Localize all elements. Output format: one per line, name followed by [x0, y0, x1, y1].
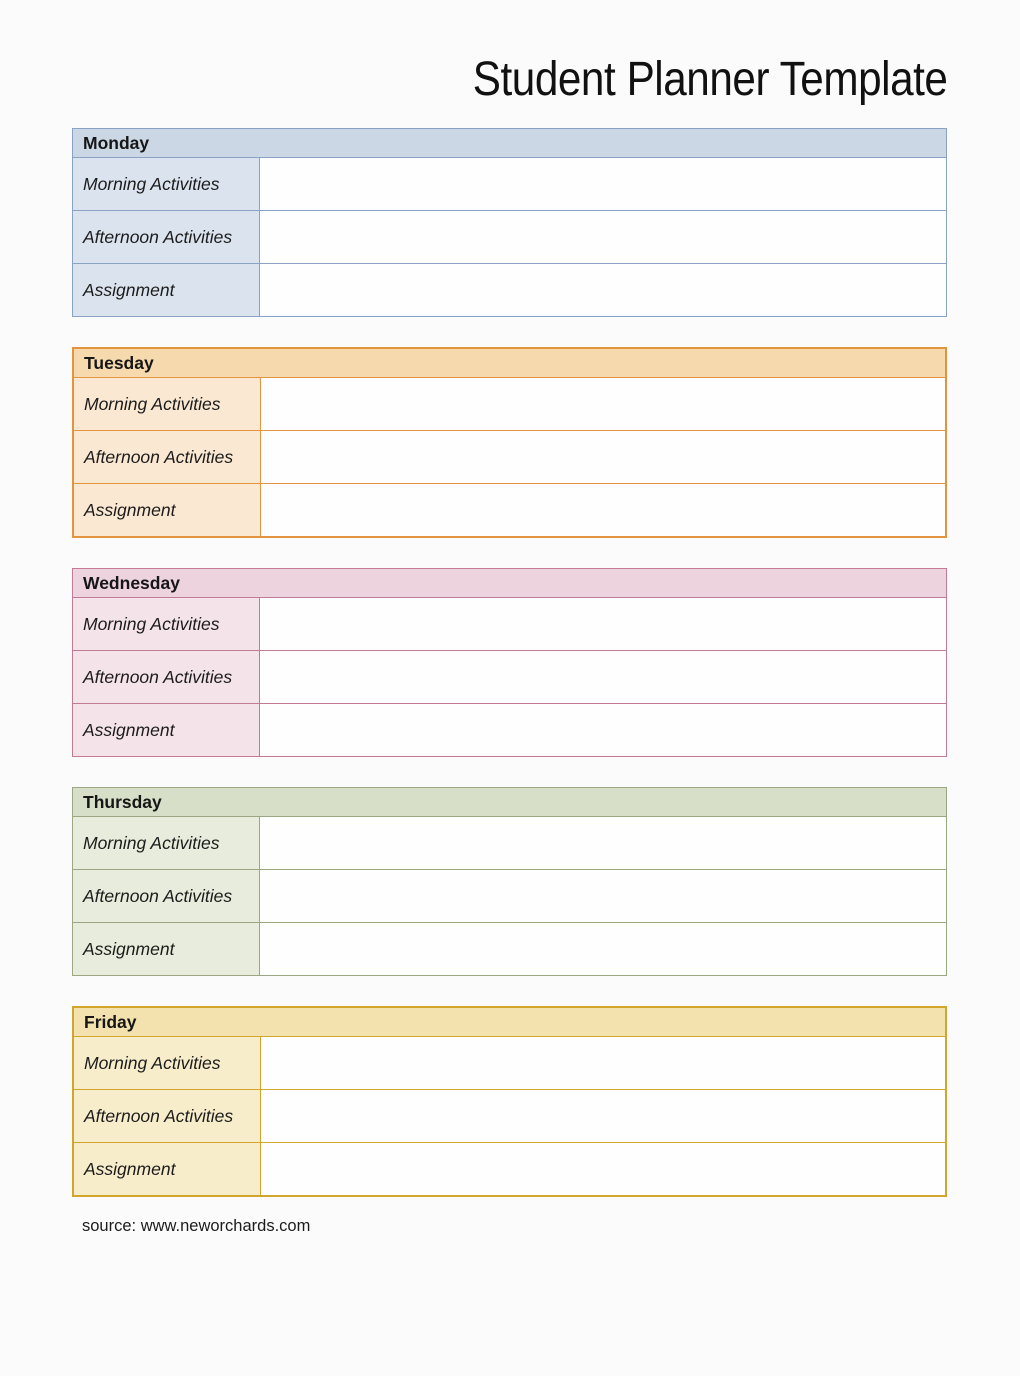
table-row: [73, 703, 946, 756]
row-label-morning-activities: Morning Activities: [73, 817, 260, 869]
planner-page: [0, 53, 1020, 1376]
table-row: [74, 483, 945, 536]
assignment-field[interactable]: [260, 923, 946, 975]
source-text: source: www.neworchards.com: [82, 1217, 311, 1235]
day-header-thursday: Thursday: [73, 788, 946, 816]
row-label-morning-activities: Morning Activities: [73, 158, 260, 210]
row-label-assignment: Assignment: [74, 484, 261, 536]
table-row: [73, 263, 946, 316]
afternoon-activities-field[interactable]: [260, 211, 946, 263]
day-header-tuesday: Tuesday: [74, 349, 945, 377]
day-header-wednesday: Wednesday: [73, 569, 946, 597]
day-section-thursday: [72, 787, 947, 976]
table-row: [74, 377, 945, 430]
row-label-assignment: Assignment: [73, 923, 260, 975]
row-label-assignment: Assignment: [74, 1143, 261, 1195]
table-row: [73, 650, 946, 703]
table-row: [74, 1089, 945, 1142]
morning-activities-field[interactable]: [260, 158, 946, 210]
day-section-monday: [72, 128, 947, 317]
assignment-field[interactable]: [260, 704, 946, 756]
day-header-monday: Monday: [73, 129, 946, 157]
table-row: [73, 922, 946, 975]
afternoon-activities-field[interactable]: [260, 870, 946, 922]
morning-activities-field[interactable]: [261, 378, 945, 430]
morning-activities-field[interactable]: [260, 817, 946, 869]
day-section-wednesday: [72, 568, 947, 757]
table-row: [73, 157, 946, 210]
morning-activities-field[interactable]: [261, 1037, 945, 1089]
table-row: [73, 597, 946, 650]
afternoon-activities-field[interactable]: [261, 1090, 945, 1142]
row-label-morning-activities: Morning Activities: [73, 598, 260, 650]
table-row: [73, 869, 946, 922]
table-row: [73, 210, 946, 263]
row-label-morning-activities: Morning Activities: [74, 1037, 261, 1089]
page-title: Student Planner Template: [472, 53, 947, 106]
row-label-afternoon-activities: Afternoon Activities: [74, 1090, 261, 1142]
morning-activities-field[interactable]: [260, 598, 946, 650]
day-section-friday: [72, 1006, 947, 1197]
assignment-field[interactable]: [260, 264, 946, 316]
assignment-field[interactable]: [261, 1143, 945, 1195]
table-row: [74, 1142, 945, 1195]
table-row: [73, 816, 946, 869]
day-section-tuesday: [72, 347, 947, 538]
title-row: [72, 53, 947, 106]
assignment-field[interactable]: [261, 484, 945, 536]
row-label-assignment: Assignment: [73, 704, 260, 756]
row-label-morning-activities: Morning Activities: [74, 378, 261, 430]
table-row: [74, 1036, 945, 1089]
afternoon-activities-field[interactable]: [261, 431, 945, 483]
afternoon-activities-field[interactable]: [260, 651, 946, 703]
row-label-afternoon-activities: Afternoon Activities: [73, 651, 260, 703]
row-label-assignment: Assignment: [73, 264, 260, 316]
table-row: [74, 430, 945, 483]
row-label-afternoon-activities: Afternoon Activities: [74, 431, 261, 483]
day-header-friday: Friday: [74, 1008, 945, 1036]
row-label-afternoon-activities: Afternoon Activities: [73, 870, 260, 922]
row-label-afternoon-activities: Afternoon Activities: [73, 211, 260, 263]
